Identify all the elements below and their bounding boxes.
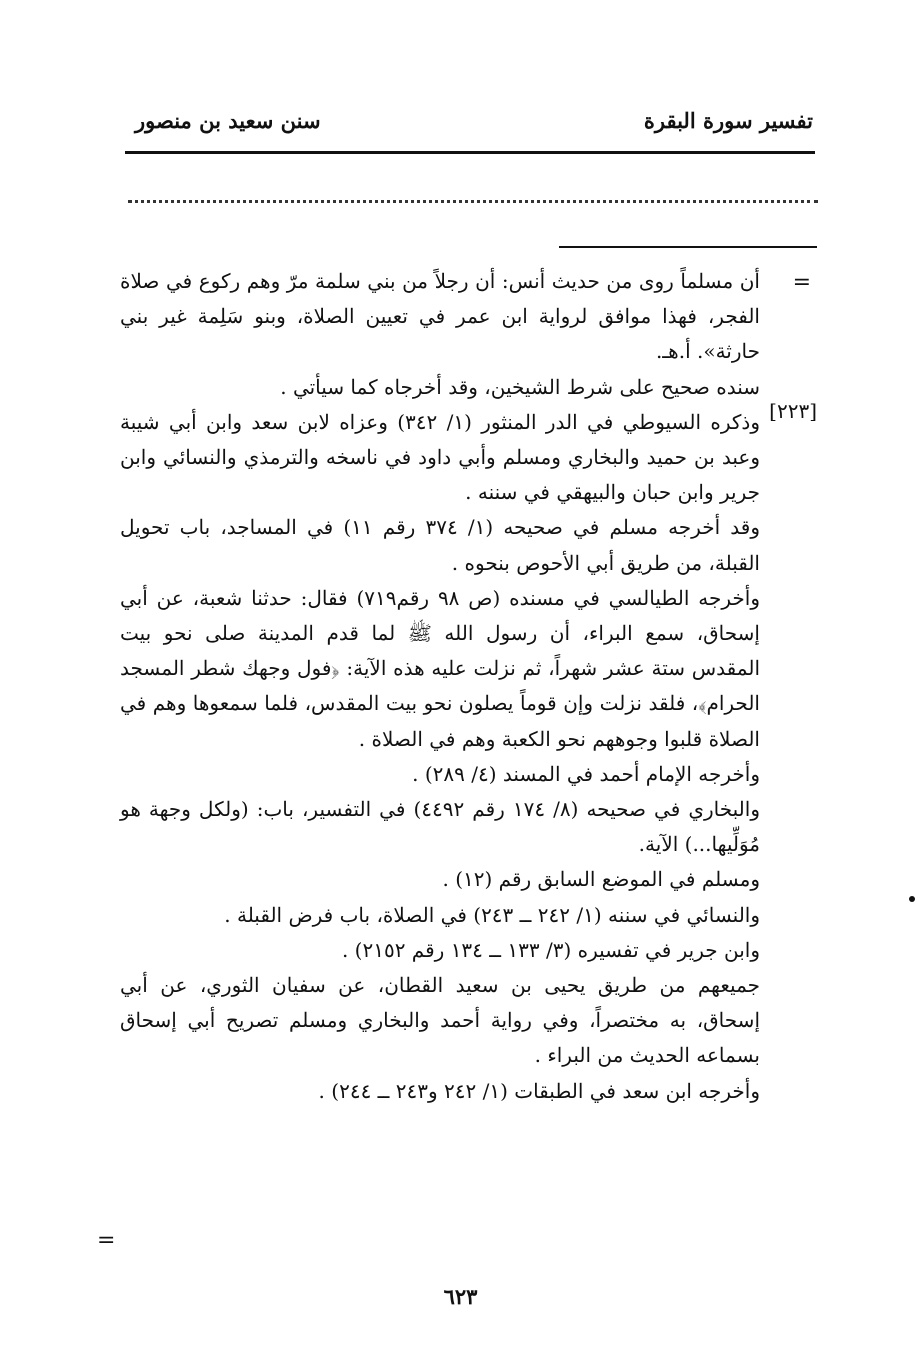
header-divider [125, 151, 815, 154]
paragraph: وقد أخرجه مسلم في صحيحه (١/ ٣٧٤ رقم ١١) في المساجد، باب تحويل القبلة، من طريق أبي الأحوص بنحوه . [120, 515, 761, 575]
note-number: [٢٢٣] [769, 399, 817, 423]
paragraph: سنده صحيح على شرط الشيخين، وقد أخرجاه كما سيأتي . [280, 374, 760, 399]
paragraph: والنسائي في سننه (١/ ٢٤٢ ــ ٢٤٣) في الصلاة، باب فرض القبلة . [224, 902, 760, 927]
paragraph: وذكره السيوطي في الدر المنثور (١/ ٣٤٢) وعزاه لابن سعد وابن أبي شيبة وعبد بن حميد والبخاري ومسلم وأبي داود في ناسخه والترمذي والنسائي وابن جرير وابن حبان والبيهقي في سننه . [120, 409, 760, 505]
paragraph: جميعهم من طريق يحيى بن سعيد القطان، عن سفيان الثوري، عن أبي إسحاق، به مختصراً، وفي رواية أحمد والبخاري ومسلم تصريح أبي إسحاق بسماعه الحديث من البراء . [120, 973, 760, 1068]
book-title: سنن سعيد بن منصور [135, 108, 321, 133]
paragraph: أن مسلماً روى من حديث أنس: أن رجلاً من بني سلمة مرّ وهم ركوع في صلاة الفجر، فهذا موافق لرواية ابن عمر في تعيين الصلاة، وبنو سَلِمة غير بني حارثة». أ.هـ. [120, 269, 760, 364]
running-header [125, 108, 815, 148]
footnote-body [120, 264, 760, 1109]
paragraph: ومسلم في الموضع السابق رقم (١٢) . [442, 867, 760, 892]
dotted-divider [128, 200, 818, 203]
paragraph: وأخرجه ابن سعد في الطبقات (١/ ٢٤٢ و٢٤٣ ــ ٢٤٤) . [318, 1078, 760, 1103]
page-number: ٦٢٣ [443, 1284, 478, 1309]
paragraph: والبخاري في صحيحه (٨/ ١٧٤ رقم ٤٤٩٢) في التفسير، باب: (ولكل وجهة هو مُوَلِّيها...) الآية. [120, 797, 760, 857]
paragraph: وأخرجه الإمام أحمد في المسند (٤/ ٢٨٩) . [412, 761, 760, 786]
footnote-divider [559, 246, 817, 248]
chapter-title: تفسير سورة البقرة [643, 108, 813, 133]
margin-dot [909, 896, 915, 902]
paragraph: وابن جرير في تفسيره (٣/ ١٣٣ ــ ١٣٤ رقم ٢١٥٢) . [341, 937, 760, 962]
continued-on-next-marker: = [97, 1228, 116, 1253]
paragraph: وأخرجه الطيالسي في مسنده (ص ٩٨ رقم٧١٩) فقال: حدثنا شعبة، عن أبي إسحاق، سمع البراء، أن رسول الله ﷺ لما قدم المدينة صلى نحو بيت المقدس ستة عشر شهراً، ثم نزلت عليه هذه الآية: ﴿فول وجهك شطر المسجد الحرام﴾، فلقد نزلت وإن قوماً يصلون نحو بيت المقدس، فلما سمعوها وهم في الصلاة قلبوا وجوههم نحو الكعبة وهم في الصلاة . [120, 585, 761, 751]
continued-from-previous-marker: = [792, 270, 811, 295]
